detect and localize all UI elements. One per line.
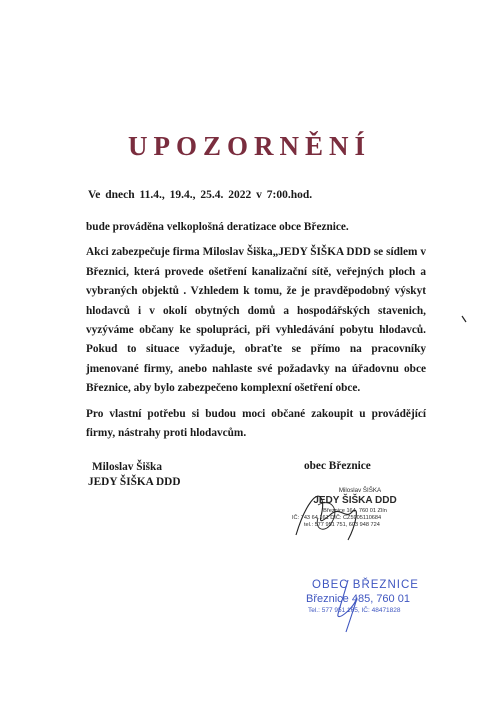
stamp-firm-tel: tel.: 577 951 751, 603 948 724 [304, 522, 380, 528]
paragraph-bait: Pro vlastní potřebu si budou moci občané zakoupit u provádějící firmy, nástrahy proti hlodavcům. [86, 407, 426, 440]
obec-stamp [306, 579, 436, 614]
stamp-obec-name: OBEC BŘEZNICE [312, 579, 419, 591]
signer-firm: JEDY ŠIŠKA DDD [88, 476, 181, 488]
stamp-firm-owner: Miloslav ŠIŠKA [338, 487, 382, 494]
signature-right: obec Březnice [304, 460, 371, 472]
margin-mark [462, 316, 466, 322]
page-title: UPOZORNĚNÍ [127, 131, 371, 161]
stamp-firm-address: Březnice 164, 760 01 Zlín [323, 508, 387, 514]
signer-name: Miloslav Šiška [92, 461, 162, 473]
stamp-firm-name: JEDY ŠIŠKA DDD [313, 495, 397, 506]
stamp-firm-ic: IČ: 743 64 161 DIČ: CZ5905110684 [292, 515, 382, 521]
notice-body [86, 218, 426, 449]
firm-stamp [290, 487, 420, 528]
stamp-obec-address: Březnice 485, 760 01 [306, 593, 410, 605]
stamp-obec-tel: Tel.: 577 951 165, IČ: 48471828 [308, 607, 401, 614]
dates-line: Ve dnech 11.4., 19.4., 25.4. 2022 v 7:00.hod. [88, 189, 313, 201]
paragraph-main: Akci zabezpečuje firma Miloslav Šiška„JEDY ŠIŠKA DDD se sídlem v Březnici, která provede ošetření kanalizační sítě, veřejných ploch a vybraných objektů . Vzhledem k tomu, že je pravděpodobný výskyt hlodavců i v okolí obytných domů a hospodářských stavenich, vyzýváme občany ke spolupráci, při vyhledávání pobytu hlodavců. Pokud to situace vyžaduje, obraťte se přímo na pracovníky jmenované firmy, anebo nahlaste své požadavky na úřadovnu obce Březnice, aby bylo zabezpečeno komplexní ošetření obce. [86, 246, 426, 395]
paragraph-intro: bude prováděna velkoplošná deratizace obce Březnice. [86, 221, 349, 233]
signature-left [88, 460, 181, 489]
